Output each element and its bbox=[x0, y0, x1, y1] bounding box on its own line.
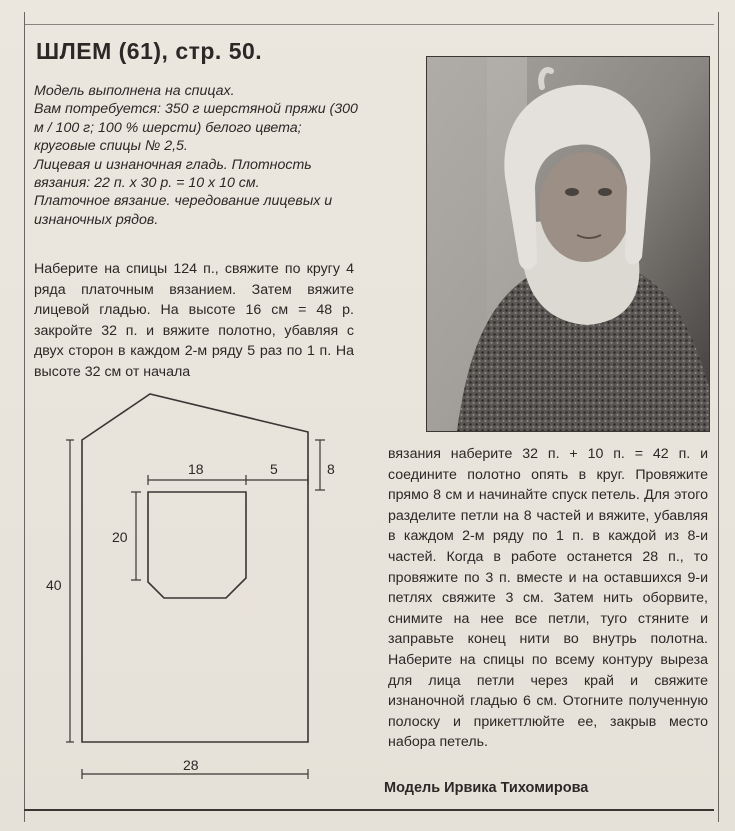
designer-credit: Модель Ирвика Тихомирова bbox=[384, 780, 589, 796]
top-label: 8 bbox=[327, 461, 335, 477]
instructions-part-2: вязания наберите 32 п. + 10 п. = 42 п. и соедините полотно опять в круг. Провяжите прямо 8 см и начинайте спуск петель. Для этого разделите петли на 8 частей и вяжите, убавляя в каждом 2-м ряду по 1 п. в каждой из 8-и частей. Когда в работе останется 28 п., то провяжите по 3 п. вместе и на оставшихся 9-и петлях свяжите 3 см. Затем нить оборвите, снимите на нее все петли, туго стяните и заправьте конец нити во внутрь полотна. Наберите на спицы по всему контуру выреза для лица петли через край и свяжите изнаночной гладью 6 см. Отогните полученную полоску и прикеттлюйте ее, закрыв место набора петель. bbox=[388, 446, 708, 751]
intro-line: Вам потребуется: 350 г шерстяной пряжи (300 м / 100 г; 100 % шерсти) белого цвета; круговые спицы № 2,5. bbox=[34, 101, 358, 155]
face-opening-outline bbox=[148, 492, 246, 598]
top-rule bbox=[24, 24, 714, 25]
left-margin-rule bbox=[24, 12, 25, 822]
opening-height-label: 20 bbox=[112, 529, 128, 545]
pattern-outline bbox=[82, 394, 308, 742]
instructions-part-1: Наберите на спицы 124 п., свяжите по кругу 4 ряда платочным вязанием. Затем вяжите лицевой гладью. На высоте 16 см = 48 р. закройте 32 п. и вяжите полотно, убавляя с двух сторон в каждом 2-м ряду 5 раз по 1 п. На высоте 32 см от начала bbox=[34, 261, 354, 380]
intro-line: Лицевая и изнаночная гладь. Плотность вязания: 22 п. х 30 р. = 10 х 10 см. bbox=[34, 156, 312, 192]
height-label: 40 bbox=[46, 577, 62, 593]
page-title: ШЛЕМ (61), стр. 50. bbox=[36, 38, 263, 64]
bottom-rule bbox=[24, 809, 714, 811]
intro-line: Платочное вязание. чередование лицевых и изнаночных рядов. bbox=[34, 193, 333, 228]
width-label: 28 bbox=[183, 757, 199, 773]
pattern-diagram bbox=[40, 380, 340, 790]
photo-illustration bbox=[427, 57, 709, 431]
model-photo bbox=[426, 56, 710, 432]
offset-label: 5 bbox=[270, 461, 278, 477]
intro-line: Модель выполнена на спицах. bbox=[34, 83, 235, 99]
materials-intro bbox=[34, 82, 364, 229]
right-margin-rule bbox=[718, 12, 719, 822]
opening-width-label: 18 bbox=[188, 461, 204, 477]
